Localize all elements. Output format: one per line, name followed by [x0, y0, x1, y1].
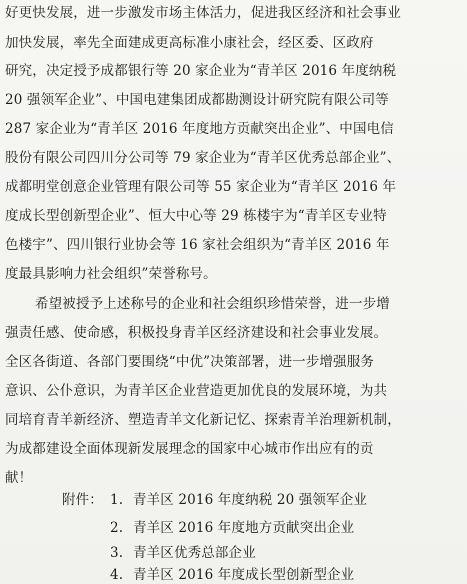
paragraph-line: 色楼宇”、四川银行业协会等 16 家社会组织为“青羊区 2016 年	[5, 237, 390, 253]
attachment-number: 1.	[110, 492, 124, 508]
paragraph-line: 希望被授予上述称号的企业和社会组织珍惜荣誉，进一步增	[35, 296, 390, 312]
paragraph-line: 研究，决定授予成都银行等 20 家企业为“青羊区 2016 年度纳税	[5, 63, 397, 79]
paragraph-line: 为成都建设全面体现新发展理念的国家中心城市作出应有的贡	[5, 441, 374, 457]
paragraph-line: 好更快发展，进一步激发市场主体活力，促进我区经济和社会事业	[5, 5, 401, 21]
paragraph-line: 全区各街道、各部门要围绕“中优”决策部署，进一步增强服务	[5, 354, 375, 370]
paragraph-line: 287 家企业为“青羊区 2016 年度地方贡献突出企业”、中国电信	[5, 121, 394, 137]
attachment-title: 青羊区优秀总部企业	[133, 545, 256, 561]
attachment-title: 青羊区 2016 年度地方贡献突出企业	[133, 520, 355, 536]
paragraph-line: 股份有限公司四川分公司等 79 家企业为“青羊区优秀总部企业”、	[5, 150, 401, 166]
attachment-title: 青羊区 2016 年度纳税 20 强领军企业	[133, 492, 367, 508]
paragraph-line: 成都明堂创意企业管理有限公司等 55 家企业为“青羊区 2016 年	[5, 179, 397, 195]
attachment-title: 青羊区 2016 年度成长型创新型企业	[133, 567, 355, 583]
attachment-number: 3.	[110, 545, 124, 561]
paragraph-line: 度最具影响力社会组织”荣誉称号。	[5, 266, 217, 282]
paragraph-line: 强责任感、使命感，积极投身青羊区经济建设和社会事业发展。	[5, 325, 388, 341]
attachments-label: 附件：	[62, 492, 103, 508]
paragraph-line: 意识、公仆意识，为青羊区企业营造更加优良的发展环境，为共	[5, 383, 388, 399]
paragraph-line: 度成长型创新型企业”、恒大中心等 29 栋楼宇为“青羊区专业特	[5, 208, 387, 224]
attachment-number: 2.	[110, 520, 124, 536]
paragraph-line: 献！	[5, 470, 33, 486]
paragraph-line: 20 强领军企业”、中国电建集团成都勘测设计研究院有限公司等	[5, 92, 389, 108]
paragraph-line: 同培育青羊新经济、塑造青羊文化新记忆、探索青羊治理新机制，	[5, 412, 401, 428]
attachment-number: 4.	[110, 567, 124, 583]
paragraph-line: 加快发展，率先全面建成更高标准小康社会，经区委、区政府	[5, 35, 374, 51]
